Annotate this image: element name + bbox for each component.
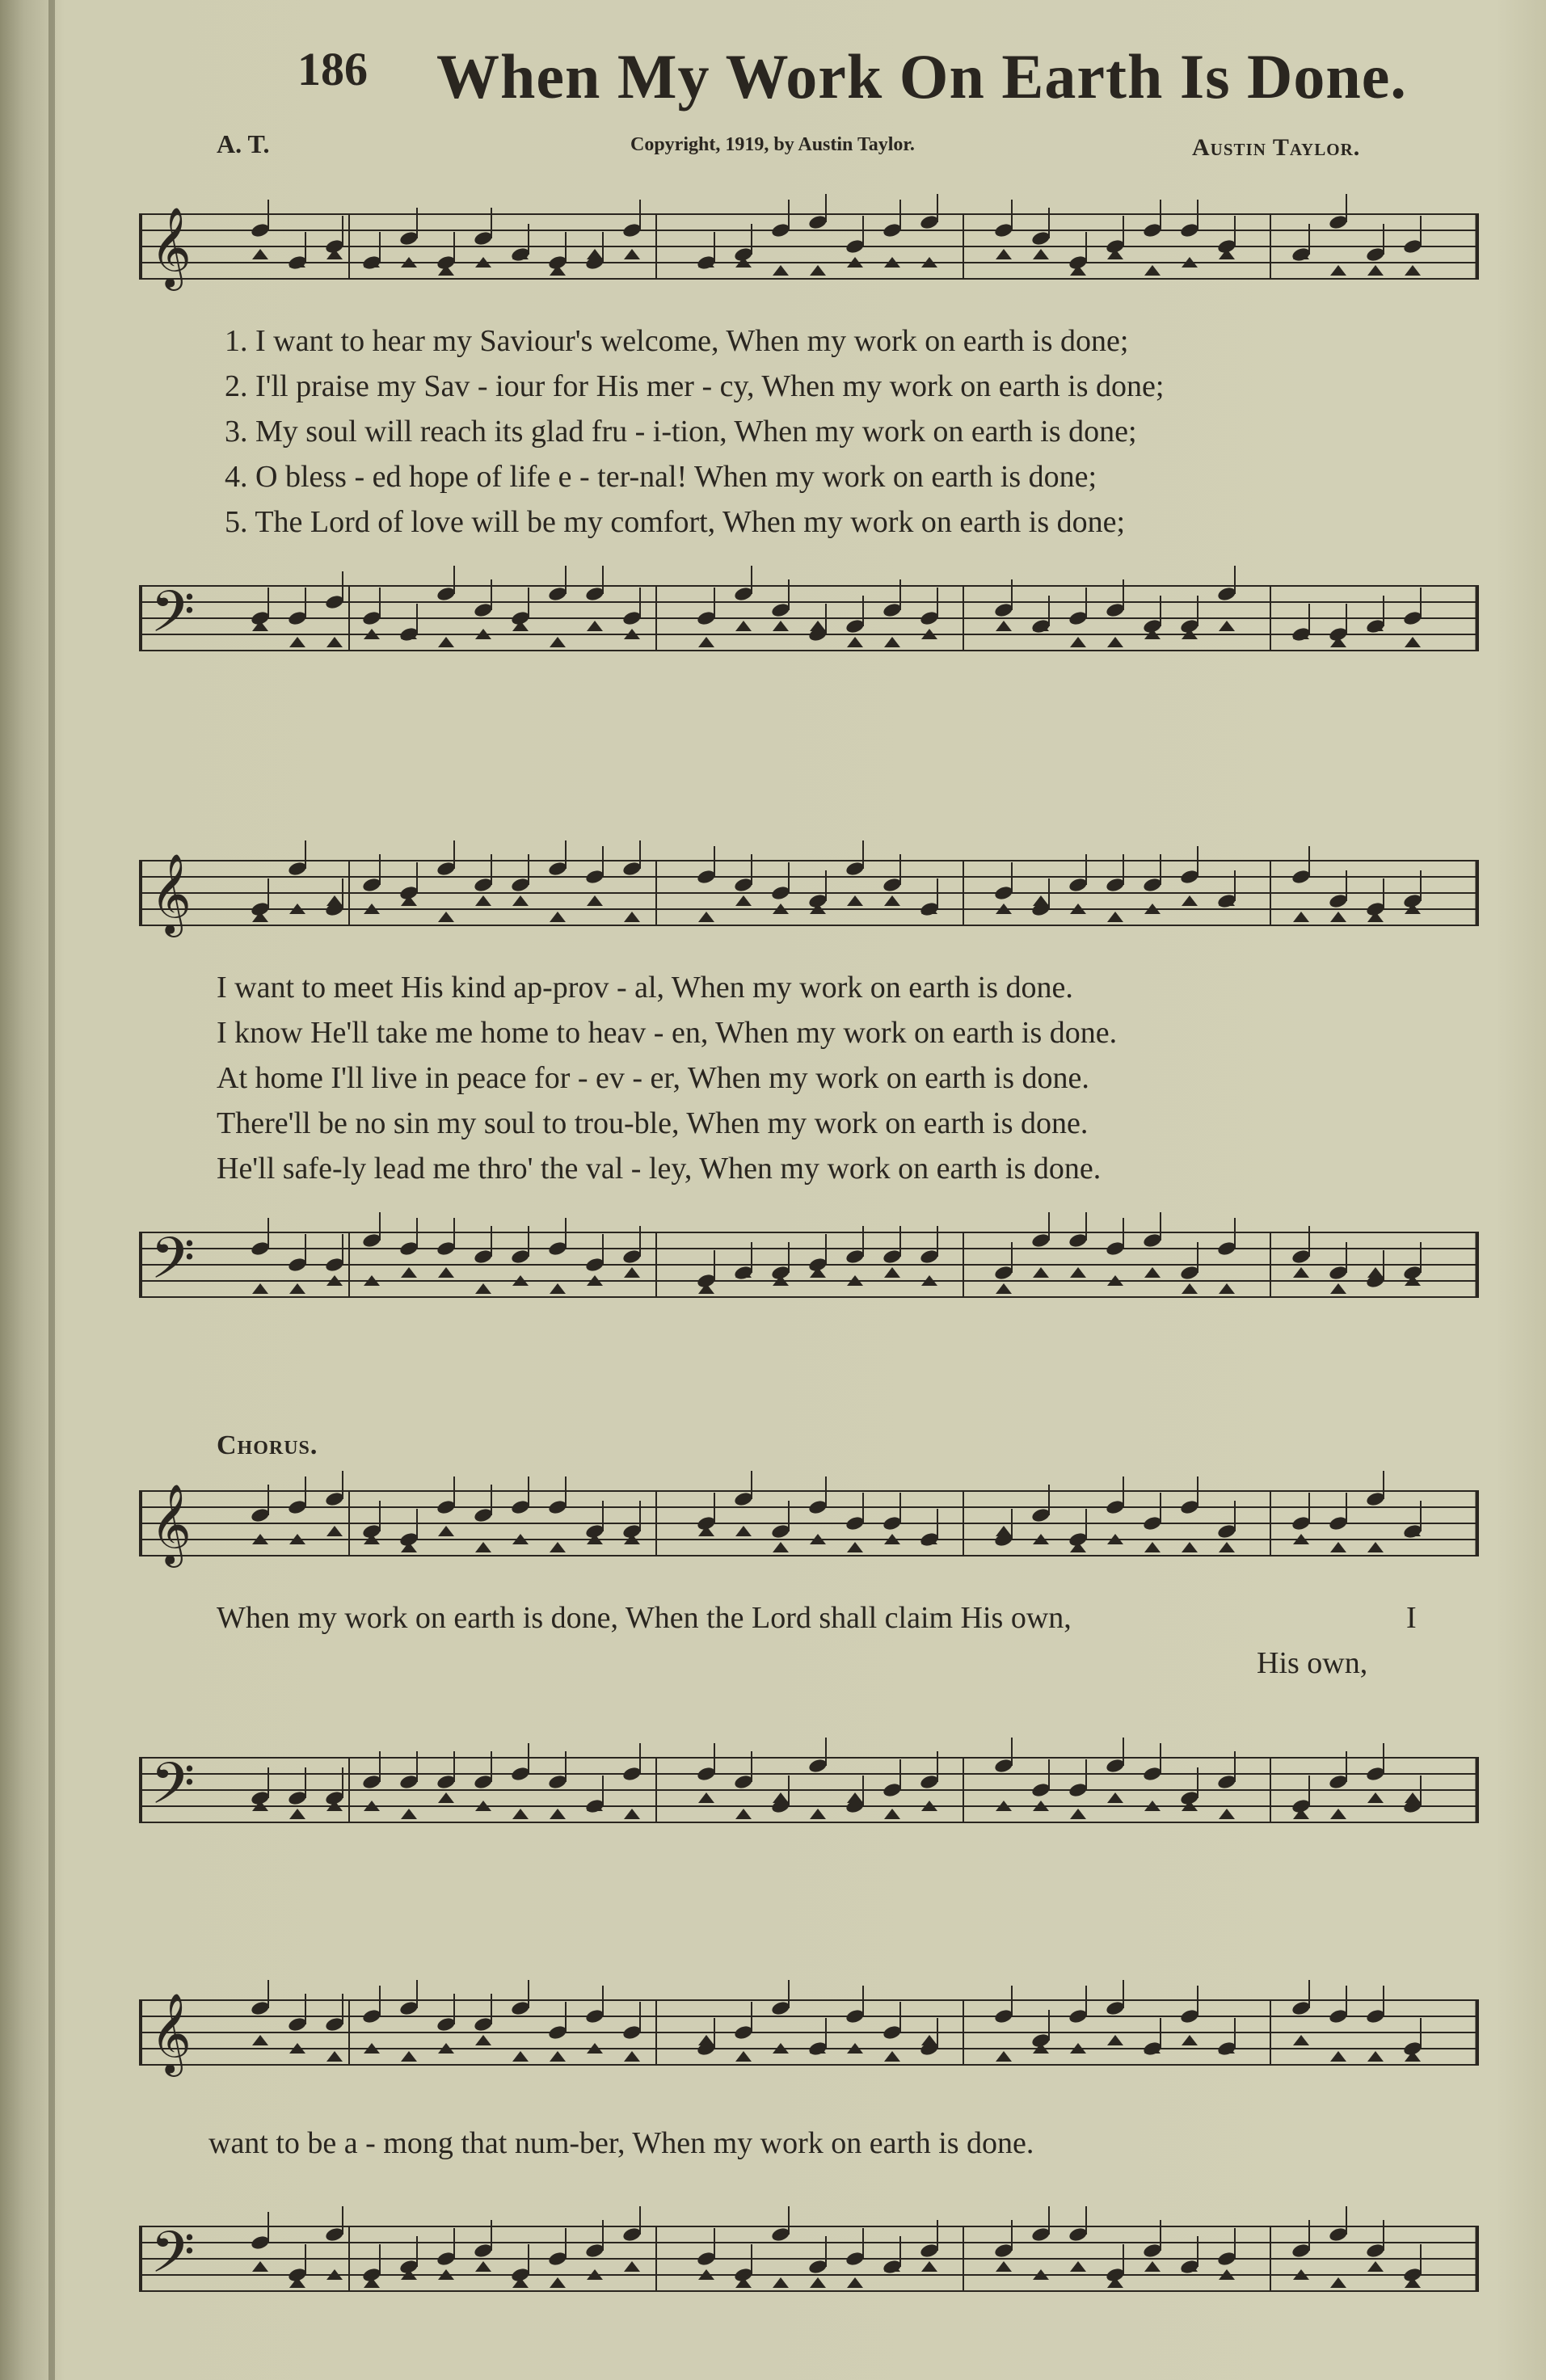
hymn-number: 186 bbox=[297, 43, 368, 95]
bass-staff-1 bbox=[139, 566, 1479, 671]
bass-staff-1-lines bbox=[139, 566, 1479, 671]
bass-staff-4-lines bbox=[139, 2206, 1479, 2311]
treble-staff-1-lines bbox=[139, 194, 1479, 299]
hymn-header bbox=[0, 0, 1546, 210]
svg-text:𝄞: 𝄞 bbox=[150, 853, 192, 934]
lyricist-initials: A. T. bbox=[217, 129, 270, 158]
verse-3-line-a: 3. My soul will reach its glad fru - i-tion, When my work on earth is done; bbox=[225, 415, 1137, 449]
verse-1-line-b: I want to meet His kind ap-prov - al, When my work on earth is done. bbox=[217, 971, 1073, 1005]
bass-staff-3 bbox=[139, 1738, 1479, 1843]
svg-text:𝄢: 𝄢 bbox=[150, 1750, 196, 1831]
chorus-line-1: When my work on earth is done, When the Lord shall claim His own, I bbox=[217, 1601, 1417, 1635]
verse-5-line-a: 5. The Lord of love will be my comfort, When my work on earth is done; bbox=[225, 505, 1126, 539]
verse-1-line-a: 1. I want to hear my Saviour's welcome, When my work on earth is done; bbox=[225, 324, 1129, 358]
treble-staff-3-lines bbox=[139, 1471, 1479, 1576]
svg-text:𝄞: 𝄞 bbox=[150, 207, 192, 288]
verse-2-line-a: 2. I'll praise my Sav - iour for His mer - cy, When my work on earth is done; bbox=[225, 369, 1165, 403]
treble-staff-1 bbox=[139, 194, 1479, 299]
svg-text:𝄢: 𝄢 bbox=[150, 579, 196, 659]
treble-staff-2-lines bbox=[139, 840, 1479, 946]
svg-text:𝄞: 𝄞 bbox=[150, 1993, 192, 2074]
chorus-line-1-alt: His own, bbox=[1257, 1646, 1368, 1680]
copyright-notice: Copyright, 1919, by Austin Taylor. bbox=[630, 134, 915, 155]
verse-4-line-b: There'll be no sin my soul to trou-ble, When my work on earth is done. bbox=[217, 1106, 1089, 1140]
chorus-label: Chorus. bbox=[217, 1430, 318, 1460]
composer-name: Austin Taylor. bbox=[1192, 134, 1361, 161]
chorus-line-2: want to be a - mong that num-ber, When my work on earth is done. bbox=[209, 2126, 1034, 2160]
treble-staff-4 bbox=[139, 1980, 1479, 2085]
svg-text:𝄢: 𝄢 bbox=[150, 2219, 196, 2300]
bass-staff-3-lines bbox=[139, 1738, 1479, 1843]
bass-staff-2-lines bbox=[139, 1212, 1479, 1317]
verse-2-line-b: I know He'll take me home to heav - en, When my work on earth is done. bbox=[217, 1016, 1118, 1050]
treble-staff-4-lines bbox=[139, 1980, 1479, 2085]
svg-text:𝄢: 𝄢 bbox=[150, 1225, 196, 1306]
verse-3-line-b: At home I'll live in peace for - ev - er, When my work on earth is done. bbox=[217, 1061, 1089, 1095]
treble-staff-3 bbox=[139, 1471, 1479, 1576]
hymn-title: When My Work On Earth Is Done. bbox=[436, 41, 1407, 112]
verse-4-line-a: 4. O bless - ed hope of life e - ter-nal! When my work on earth is done; bbox=[225, 460, 1097, 494]
bass-staff-4 bbox=[139, 2206, 1479, 2311]
bass-staff-2 bbox=[139, 1212, 1479, 1317]
svg-text:𝄞: 𝄞 bbox=[150, 1484, 192, 1565]
verse-5-line-b: He'll safe-ly lead me thro' the val - ley, When my work on earth is done. bbox=[217, 1152, 1102, 1186]
treble-staff-2 bbox=[139, 840, 1479, 946]
